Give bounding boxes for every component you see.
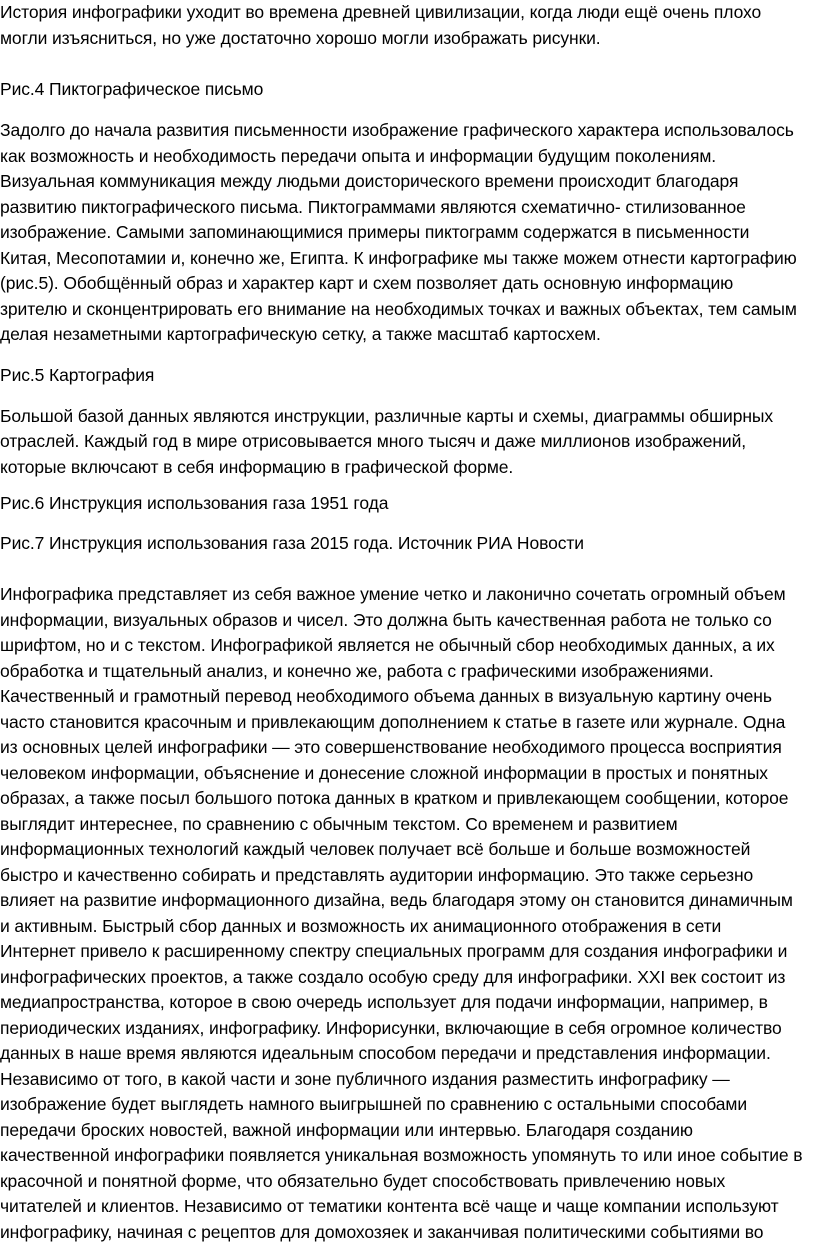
text-line: Качественный и грамотный перевод необходимого объема данных в визуальную картину очень [0, 686, 772, 706]
text-line: качественной инфографики появляется уникальная возможность упомянуть то или иное событие в [0, 1145, 803, 1165]
text-line: периодических изданиях, инфографику. Инфорисунки, включающие в себя огромное количество [0, 1018, 782, 1038]
text-line: влияет на развитие информационного дизайна, ведь благодаря этому он становится динамичным [0, 890, 793, 910]
text-line: могли изъясниться, но уже достаточно хорошо могли изображать рисунки. [0, 28, 601, 48]
figure-caption: Рис.7 Инструкция использования газа 2015 года. Источник РИА Новости [0, 533, 584, 553]
text-line: инфографических проектов, а также создало особую среду для инфографики. XXI век состоит из [0, 967, 786, 987]
text-line: информационных технологий каждый человек получает всё больше и больше возможностей [0, 839, 751, 859]
text-line: образах, а также посыл большого потока данных в кратком и привлекающем сообщении, которое [0, 788, 789, 808]
text-line: (рис.5). Обобщённый образ и характер карт и схем позволяет дать основную информацию [0, 273, 734, 293]
text-line: отраслей. Каждый год в мире отрисовывается много тысяч и даже миллионов изображений, [0, 431, 747, 451]
text-line: как возможность и необходимость передачи опыта и информации будущим поколениям. [0, 146, 717, 166]
text-line: быстро и качественно собирать и представлять аудитории информацию. Это также серьезно [0, 865, 754, 885]
text-line: данных в наше время являются идеальным способом передачи и представления информации. [0, 1043, 771, 1063]
text-line: делая незаметными картографическую сетку, а также масштаб картосхем. [0, 324, 601, 344]
text-line: человеком информации, объяснение и донесение сложной информации в простых и понятных [0, 763, 768, 783]
text-line: развитию пиктографического письма. Пиктограммами являются схематично- стилизованное [0, 197, 746, 217]
text-line: читателей и клиентов. Независимо от тематики контента всё чаще и чаще компании используют [0, 1196, 779, 1216]
text-line: из основных целей инфографики — это совершенствование необходимого процесса восприятия [0, 737, 782, 757]
text-line: которые включсают в себя информацию в графической форме. [0, 457, 514, 477]
text-line: красочной и понятной форме, что обязательно будет способствовать привлечению новых [0, 1171, 726, 1191]
text-line: и активным. Быстрый сбор данных и возможность их анимационного отображения в сети [0, 916, 722, 936]
text-line: инфографику, начиная с рецептов для домохозяек и заканчивая политическими событиями во [0, 1222, 764, 1242]
text-line: шрифтом, но и с текстом. Инфографикой является не обычный сбор необходимых данных, а их [0, 635, 775, 655]
text-line: История инфографики уходит во времена древней цивилизации, когда люди ещё очень плохо [0, 2, 762, 22]
text-line: передачи броских новостей, важной информации или интервью. Благодаря созданию [0, 1120, 693, 1140]
figure-caption: Рис.6 Инструкция использования газа 1951 года [0, 493, 389, 513]
figure-caption: Рис.5 Картография [0, 365, 155, 385]
text-line: изображение. Самыми запоминающимися примеры пиктограмм содержатся в письменности [0, 222, 750, 242]
figure-caption: Рис.4 Пиктографическое письмо [0, 79, 264, 99]
text-line: Визуальная коммуникация между людьми доисторического времени происходит благодаря [0, 171, 739, 191]
text-line: медиапространства, которое в свою очередь использует для подачи информации, например, в [0, 992, 768, 1012]
text-line: Интернет привело к расширенному спектру специальных программ для создания инфографики и [0, 941, 788, 961]
text-line: Независимо от того, в какой части и зоне публичного издания разместить инфографику — [0, 1069, 730, 1089]
text-line: Задолго до начала развития письменности изображение графического характера использовалось [0, 120, 794, 140]
text-line: Инфографика представляет из себя важное умение четко и лаконично сочетать огромный объем [0, 584, 786, 604]
text-line: обработка и тщательный анализ, и конечно же, работа с графическими изображениями. [0, 661, 714, 681]
text-line: Китая, Месопотамии и, конечно же, Египта. К инфографике мы также можем отнести картографию [0, 248, 797, 268]
text-line: зрителю и сконцентрировать его внимание на необходимых точках и важных объектах, тем самым [0, 299, 797, 319]
text-line: изображение будет выглядеть намного выигрышней по сравнению с остальными способами [0, 1094, 747, 1114]
text-line: выглядит интереснее, по сравнению с обычным текстом. Со временем и развитием [0, 814, 678, 834]
text-line: часто становится красочным и привлекающим дополнением к статье в газете или журнале. Одна [0, 712, 786, 732]
text-line: Большой базой данных являются инструкции, различные карты и схемы, диаграммы обширных [0, 406, 774, 426]
text-line: информации, визуальных образов и чисел. Это должна быть качественная работа не только со [0, 610, 772, 630]
